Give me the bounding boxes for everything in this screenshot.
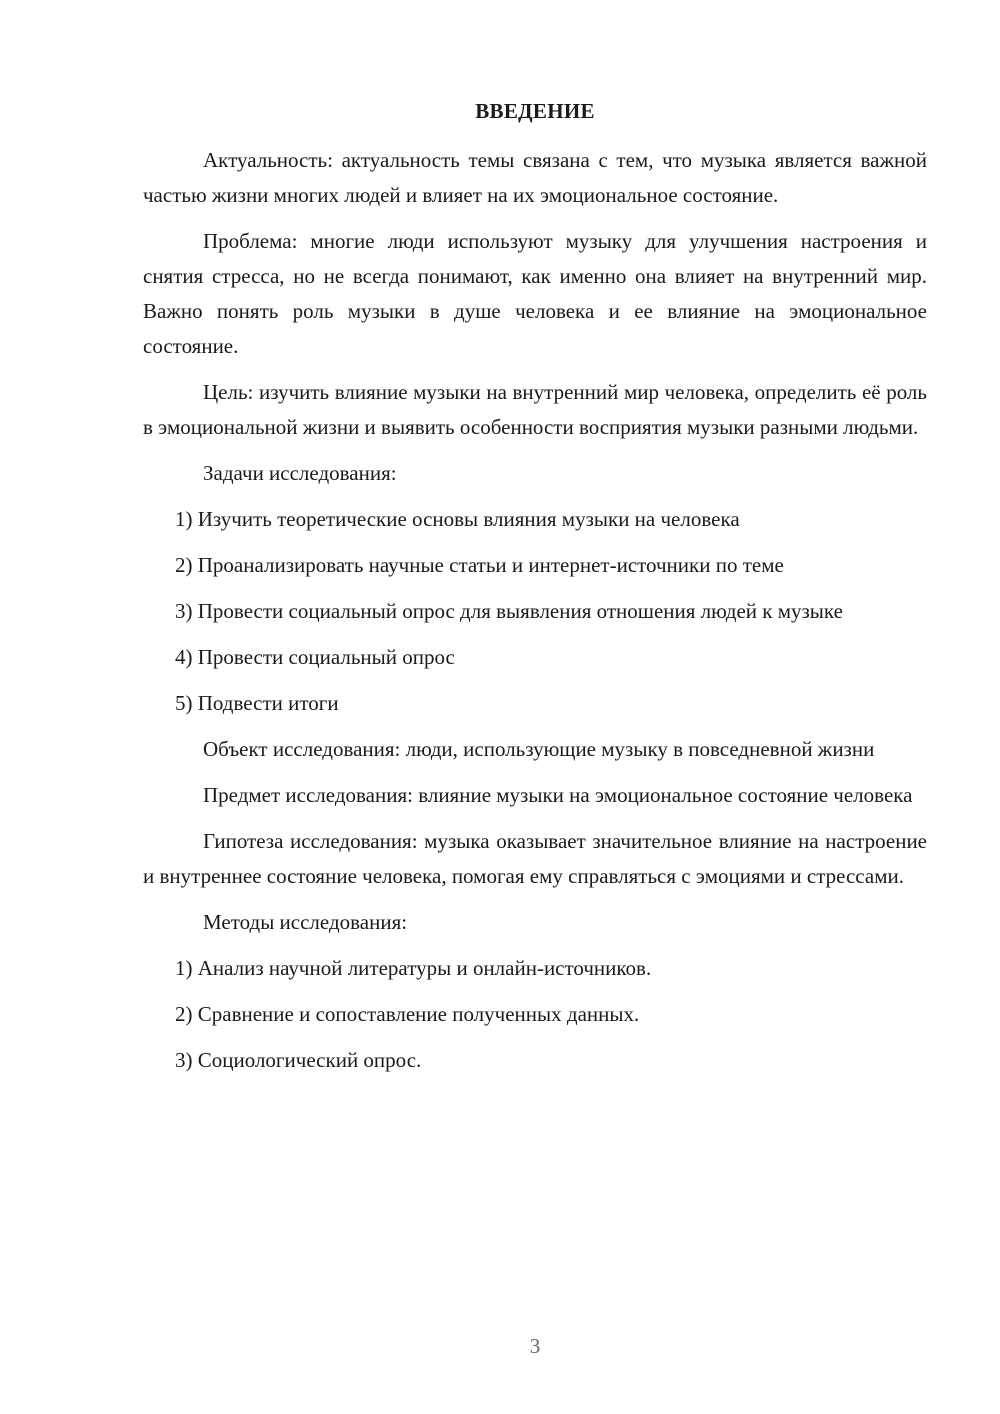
page-number: 3 (529, 1334, 541, 1358)
document-page (143, 96, 927, 1089)
task-item-2: 2) Проанализировать научные статьи и интернет-источники по теме (175, 553, 784, 577)
hypothesis-paragraph: Гипотеза исследования: музыка оказывает значительное влияние на настроение и внутреннее состояние человека, помогая ему справляться с эмоциями и стрессами. (143, 829, 927, 888)
task-item-1: 1) Изучить теоретические основы влияния музыки на человека (175, 507, 740, 531)
relevance-paragraph: Актуальность: актуальность темы связана с тем, что музыка является важной частью жизни многих людей и влияет на их эмоциональное состояние. (143, 148, 927, 207)
methods-heading: Методы исследования: (203, 910, 408, 934)
method-item-1: 1) Анализ научной литературы и онлайн-источников. (175, 956, 652, 980)
method-item-3: 3) Социологический опрос. (175, 1048, 422, 1072)
method-item-2: 2) Сравнение и сопоставление полученных данных. (175, 1002, 640, 1026)
problem-paragraph: Проблема: многие люди используют музыку для улучшения настроения и снятия стресса, но не всегда понимают, как именно она влияет на внутренний мир. Важно понять роль музыки в душе человека и ее влияние на эмоциональное состояние. (143, 229, 927, 358)
tasks-heading: Задачи исследования: (203, 461, 397, 485)
task-item-3: 3) Провести социальный опрос для выявления отношения людей к музыке (175, 599, 843, 623)
object-paragraph: Объект исследования: люди, использующие музыку в повседневной жизни (203, 737, 875, 761)
page-title: ВВЕДЕНИЕ (475, 99, 595, 123)
task-item-5: 5) Подвести итоги (175, 691, 339, 715)
subject-paragraph: Предмет исследования: влияние музыки на эмоциональное состояние человека (203, 783, 913, 807)
task-item-4: 4) Провести социальный опрос (175, 645, 455, 669)
goal-paragraph: Цель: изучить влияние музыки на внутренний мир человека, определить её роль в эмоциональной жизни и выявить особенности восприятия музыки разными людьми. (143, 380, 927, 439)
